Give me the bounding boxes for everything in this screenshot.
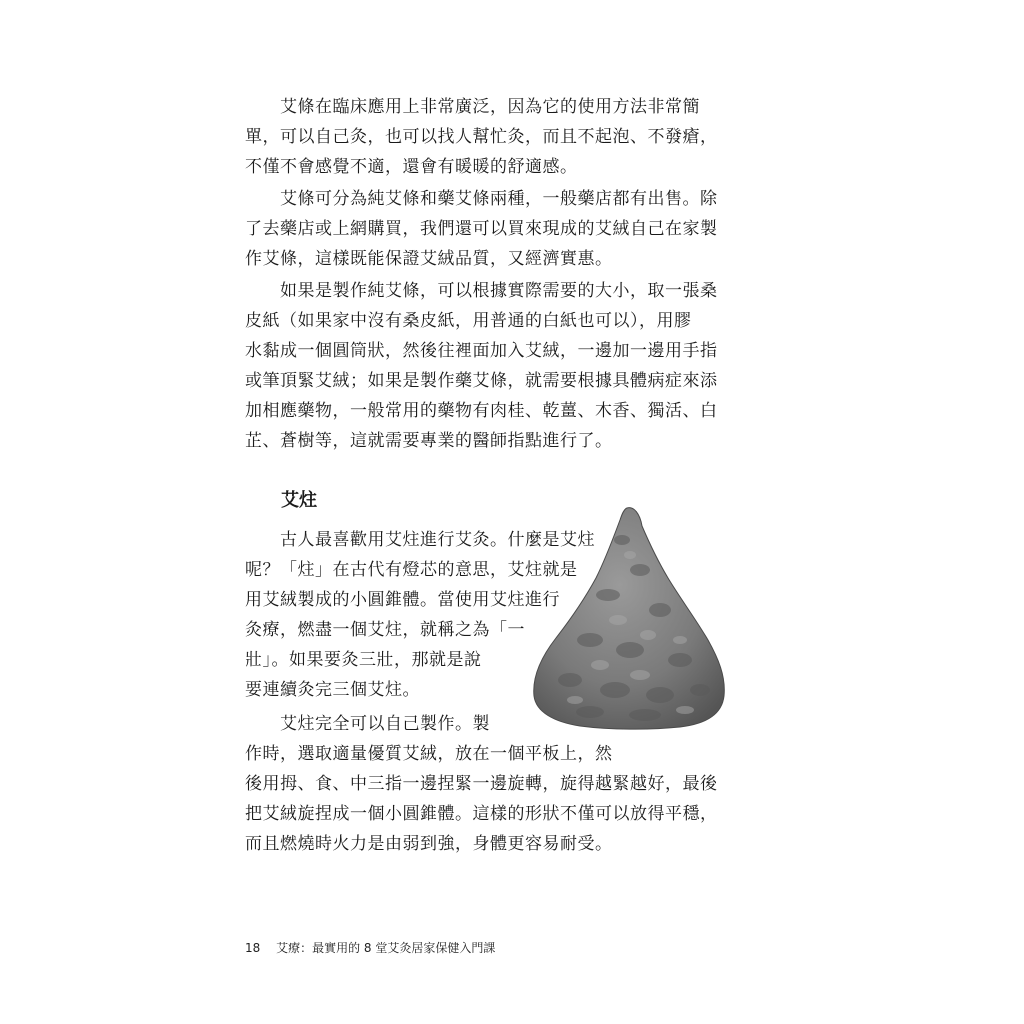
body-line: 要連續灸完三個艾炷。 [245, 680, 420, 700]
body-line: 艾條可分為純艾條和藥艾條兩種，一般藥店都有出售。除 [245, 189, 718, 209]
body-line: 艾條在臨床應用上非常廣泛，因為它的使用方法非常簡 [245, 97, 700, 117]
body-line: 後用拇、食、中三指一邊捏緊一邊旋轉，旋得越緊越好，最後 [245, 774, 718, 794]
body-line: 壯」。如果要灸三壯，那就是說 [245, 650, 482, 670]
page-footer [245, 940, 495, 956]
body-line: 水黏成一個圓筒狀，然後往裡面加入艾絨，一邊加一邊用手指 [245, 341, 718, 361]
body-line: 艾炷完全可以自己製作。製 [245, 714, 490, 734]
body-line: 皮紙（如果家中沒有桑皮紙，用普通的白紙也可以），用膠 [245, 311, 692, 331]
body-line: 而且燃燒時火力是由弱到強，身體更容易耐受。 [245, 834, 613, 854]
body-line: 作時，選取適量優質艾絨，放在一個平板上，然 [245, 744, 613, 764]
body-line: 作艾條，這樣既能保證艾絨品質，又經濟實惠。 [245, 249, 613, 269]
body-line: 用艾絨製成的小圓錐體。當使用艾炷進行 [245, 590, 560, 610]
body-line: 把艾絨旋捏成一個小圓錐體。這樣的形狀不僅可以放得平穩， [245, 804, 718, 824]
body-line: 了去藥店或上網購買，我們還可以買來現成的艾絨自己在家製 [245, 219, 718, 239]
moxa-cone-image [530, 500, 730, 730]
body-line: 芷、蒼樹等，這就需要專業的醫師指點進行了。 [245, 431, 613, 451]
body-line: 單，可以自己灸，也可以找人幫忙灸，而且不起泡、不發瘡， [245, 127, 718, 147]
book-title: 艾療：最實用的 8 堂艾灸居家保健入門課 [276, 941, 496, 955]
body-line: 如果是製作純艾條，可以根據實際需要的大小，取一張桑 [245, 281, 718, 301]
page-number: 18 [245, 941, 261, 955]
section-heading: 艾炷 [281, 490, 317, 511]
body-line: 不僅不會感覺不適，還會有暖暖的舒適感。 [245, 157, 578, 177]
body-line: 古人最喜歡用艾炷進行艾灸。什麼是艾炷 [245, 530, 595, 550]
body-line: 呢？「炷」在古代有燈芯的意思，艾炷就是 [245, 560, 578, 580]
body-line: 灸療，燃盡一個艾炷，就稱之為「一 [245, 620, 525, 640]
body-line: 加相應藥物，一般常用的藥物有肉桂、乾薑、木香、獨活、白 [245, 401, 718, 421]
body-line: 或筆頂緊艾絨；如果是製作藥艾條，就需要根據具體病症來添 [245, 371, 718, 391]
